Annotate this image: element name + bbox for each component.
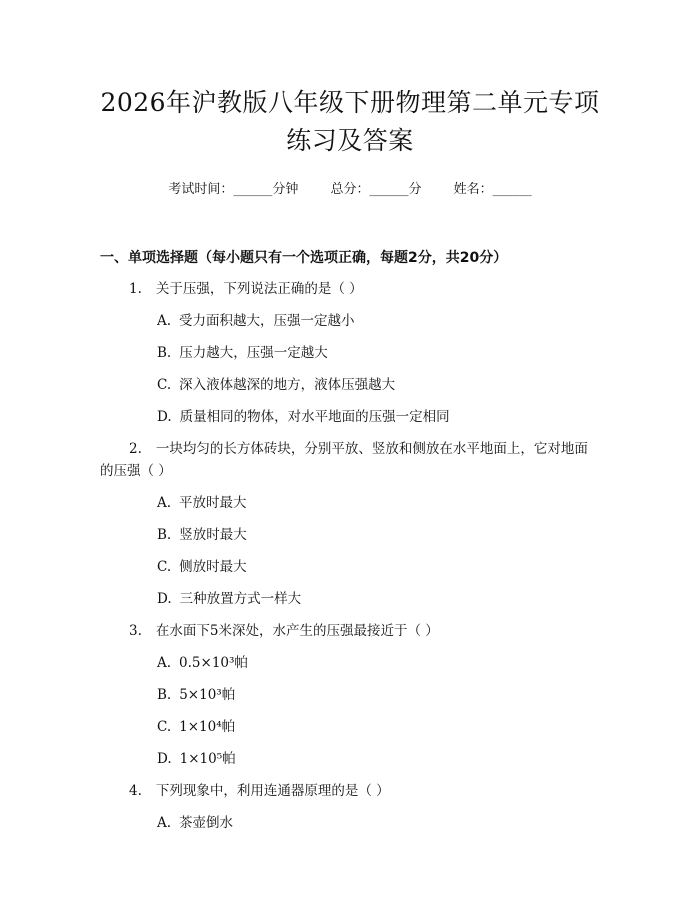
option-letter: A.: [157, 655, 172, 671]
exam-info: [100, 180, 600, 200]
question-3: [100, 620, 600, 770]
option-d: [100, 588, 600, 610]
option-letter: B.: [157, 527, 172, 543]
question-number: 3.: [129, 623, 142, 639]
option-b: [100, 524, 600, 546]
option-text: 质量相同的物体，对水平地面的压强一定相同: [179, 409, 450, 425]
option-text: 受力面积越大，压强一定越小: [179, 313, 355, 329]
question-text: 关于压强，下列说法正确的是（ ）: [155, 281, 363, 297]
title-line-1: 2026年沪教版八年级下册物理第二单元专项: [100, 88, 600, 117]
option-letter: B.: [157, 687, 172, 703]
question-stem: [100, 438, 600, 482]
question-number: 4.: [129, 783, 142, 799]
option-text: 1×10⁴帕: [179, 719, 236, 735]
option-a: [100, 310, 600, 332]
option-d: [100, 748, 600, 770]
question-number: 1.: [129, 281, 142, 297]
option-c: [100, 374, 600, 396]
title-line-2: 练习及答案: [286, 126, 414, 155]
question-number: 2.: [129, 441, 142, 457]
document-title: [100, 0, 600, 160]
question-stem: [100, 620, 600, 642]
option-text: 1×10⁵帕: [179, 751, 236, 767]
option-text: 三种放置方式一样大: [179, 591, 302, 607]
question-stem: [100, 278, 600, 300]
option-text: 0.5×10³帕: [179, 655, 248, 671]
question-stem: [100, 780, 600, 802]
option-text: 平放时最大: [179, 495, 247, 511]
question-text: 下列现象中，利用连通器原理的是（ ）: [155, 783, 390, 799]
option-text: 5×10³帕: [179, 687, 236, 703]
option-letter: D.: [157, 751, 172, 767]
option-letter: A.: [157, 313, 172, 329]
option-d: [100, 406, 600, 428]
option-a: [100, 812, 600, 834]
option-text: 压力越大，压强一定越大: [179, 345, 328, 361]
total-score: 总分：______分: [330, 182, 422, 197]
option-c: [100, 556, 600, 578]
student-name: 姓名：______: [453, 182, 532, 197]
question-text: 在水面下5米深处，水产生的压强最接近于（ ）: [155, 623, 439, 639]
option-text: 竖放时最大: [179, 527, 247, 543]
option-letter: D.: [157, 409, 172, 425]
option-letter: A.: [157, 495, 172, 511]
option-letter: C.: [157, 559, 172, 575]
option-c: [100, 716, 600, 738]
exam-time: 考试时间：______分钟: [168, 182, 299, 197]
question-2: [100, 438, 600, 610]
option-letter: C.: [157, 377, 172, 393]
option-text: 茶壶倒水: [179, 815, 234, 831]
section-heading: 一、单项选择题（每小题只有一个选项正确，每题2分，共20分）: [100, 250, 508, 266]
option-a: [100, 492, 600, 514]
option-letter: D.: [157, 591, 172, 607]
option-a: [100, 652, 600, 674]
question-4: [100, 780, 600, 834]
option-letter: A.: [157, 815, 172, 831]
option-b: [100, 342, 600, 364]
question-text: 一块均匀的长方体砖块，分别平放、竖放和侧放在水平地面上，它对地面的压强（ ）: [100, 441, 588, 479]
question-1: [100, 278, 600, 428]
option-letter: C.: [157, 719, 172, 735]
option-b: [100, 684, 600, 706]
option-text: 侧放时最大: [179, 559, 247, 575]
option-text: 深入液体越深的地方，液体压强越大: [179, 377, 396, 393]
option-letter: B.: [157, 345, 172, 361]
